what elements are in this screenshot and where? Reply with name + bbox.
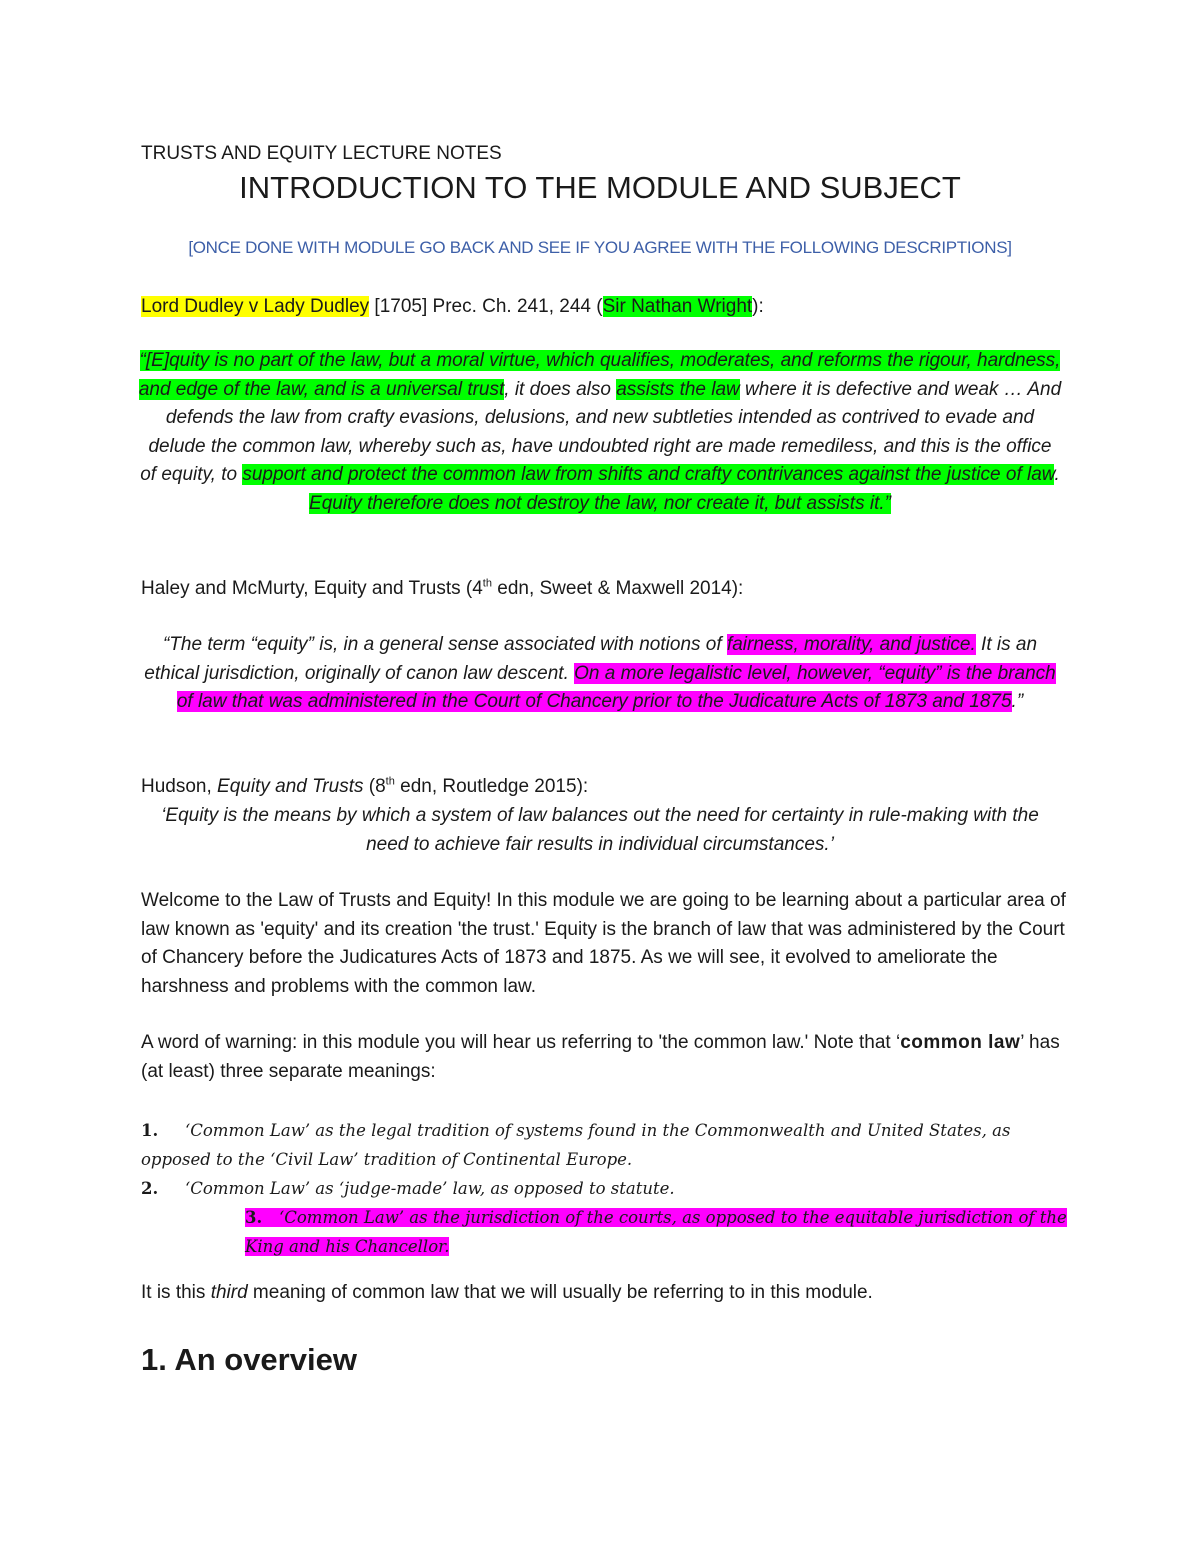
review-note: [ONCE DONE WITH MODULE GO BACK AND SEE IF YOU AGREE WITH THE FOLLOWING DESCRIPTIONS] [188,238,1012,257]
emphasis: third [210,1282,248,1303]
haley-quote [138,631,1062,717]
book-title: Equity and Trusts [217,776,364,797]
third-meaning-paragraph [141,1279,1071,1308]
citation-text: (8 [363,776,386,797]
quote-text: . [1054,464,1060,486]
quote-text: .” [1011,691,1024,713]
welcome-paragraph: Welcome to the Law of Trusts and Equity! In this module we are going to be learning about a particular area of law known as 'equity' and its creation 'the trust.' Equity is the branch of law that was administered by the Court of Chancery before the Judicatures Acts of 1873 and 1875. As we will see, it evolved to ameliorate the harshness and problems with the common law. [141,890,1066,997]
hudson-quote: ‘Equity is the means by which a system of law balances out the need for certainty in rule-making with the need to achieve fair results in individual circumstances.’ [161,805,1039,855]
list-text: ‘Common Law’ as the legal tradition of systems found in the Commonwealth and United States, as opposed to the ‘Civil Law’ tradition of Continental Europe. [141,1121,1011,1169]
edition-superscript: th [482,577,492,590]
citation-text: Haley and McMurty, Equity and Trusts (4 [141,578,483,599]
meanings-list [141,1116,1071,1261]
edition-superscript: th [385,775,395,788]
citation-text: edn, Sweet & Maxwell 2014): [491,578,744,599]
quote-text: , it does also [504,378,617,400]
bold-term: common law [900,1032,1021,1053]
quote-text: It is an ethical jurisdiction, originally of canon law descent. [144,634,1038,684]
quote-text: “The term “equity” is, in a general sense associated with notions of [162,634,727,655]
paragraph-text: It is this [141,1282,211,1303]
list-number: 1. [141,1121,159,1140]
case-name: Lord Dudley v Lady Dudley [141,296,370,317]
list-number: 3. [245,1208,263,1227]
document-title: INTRODUCTION TO THE MODULE AND SUBJECT [239,170,961,205]
paragraph-text: meaning of common law that we will usually be referring to in this module. [247,1282,873,1303]
citation-text: Hudson, [141,776,218,797]
quote-highlight: support and protect the common law from shifts and crafty contrivances against the justice of law [242,464,1055,486]
quote-highlight: fairness, morality, and justice. [726,634,976,655]
paragraph-text: ’ has (at least) three separate meanings: [141,1032,1060,1082]
citation-text: edn, Routledge 2015): [394,776,589,797]
case-citation: [1705] Prec. Ch. 241, 244 ( [369,296,603,317]
case-citation-end: ): [752,296,764,317]
quote-highlight: “[E]quity is no part of the law, but a moral virtue, which qualifies, moderates, and reforms the rigour, hardness, and edge of the law, and is a universal trust [138,350,1061,400]
dudley-citation [141,293,764,321]
hudson-citation [141,773,1071,802]
section-heading: 1. An overview [141,1342,357,1377]
quote-highlight: On a more legalistic level, however, “equity” is the branch of law that was administered in the Court of Chancery prior to the Judicature Acts of 1873 and 1875 [176,662,1056,713]
quote-highlight: Equity therefore does not destroy the law, nor create it, but assists it.” [309,492,891,514]
paragraph-text: A word of warning: in this module you will hear us referring to 'the common law.' Note that ‘ [141,1032,901,1053]
judge-name: Sir Nathan Wright [602,296,753,317]
list-item [141,1174,1071,1203]
haley-citation [141,575,1071,604]
quote-highlight: assists the law [616,378,740,400]
list-text: ‘Common Law’ as ‘judge-made’ law, as opposed to statute. [185,1179,675,1198]
list-item [141,1116,1071,1174]
list-number: 2. [141,1179,159,1198]
list-item [141,1203,1071,1261]
list-text: ‘Common Law’ as the jurisdiction of the courts, as opposed to the equitable jurisdiction of the King and his Chancellor. [245,1208,1067,1256]
warning-paragraph [141,1029,1071,1086]
document-label: TRUSTS AND EQUITY LECTURE NOTES [141,143,502,164]
quote-text: where it is defective and weak … And defends the law from crafty evasions, delusions, and new subtleties intended as contrived to evade and delude the common law, whereby such as, have undoubted right are made remediless, and this is the office of equity, to [140,378,1062,486]
dudley-quote [138,347,1062,519]
list-highlight [245,1208,1067,1256]
